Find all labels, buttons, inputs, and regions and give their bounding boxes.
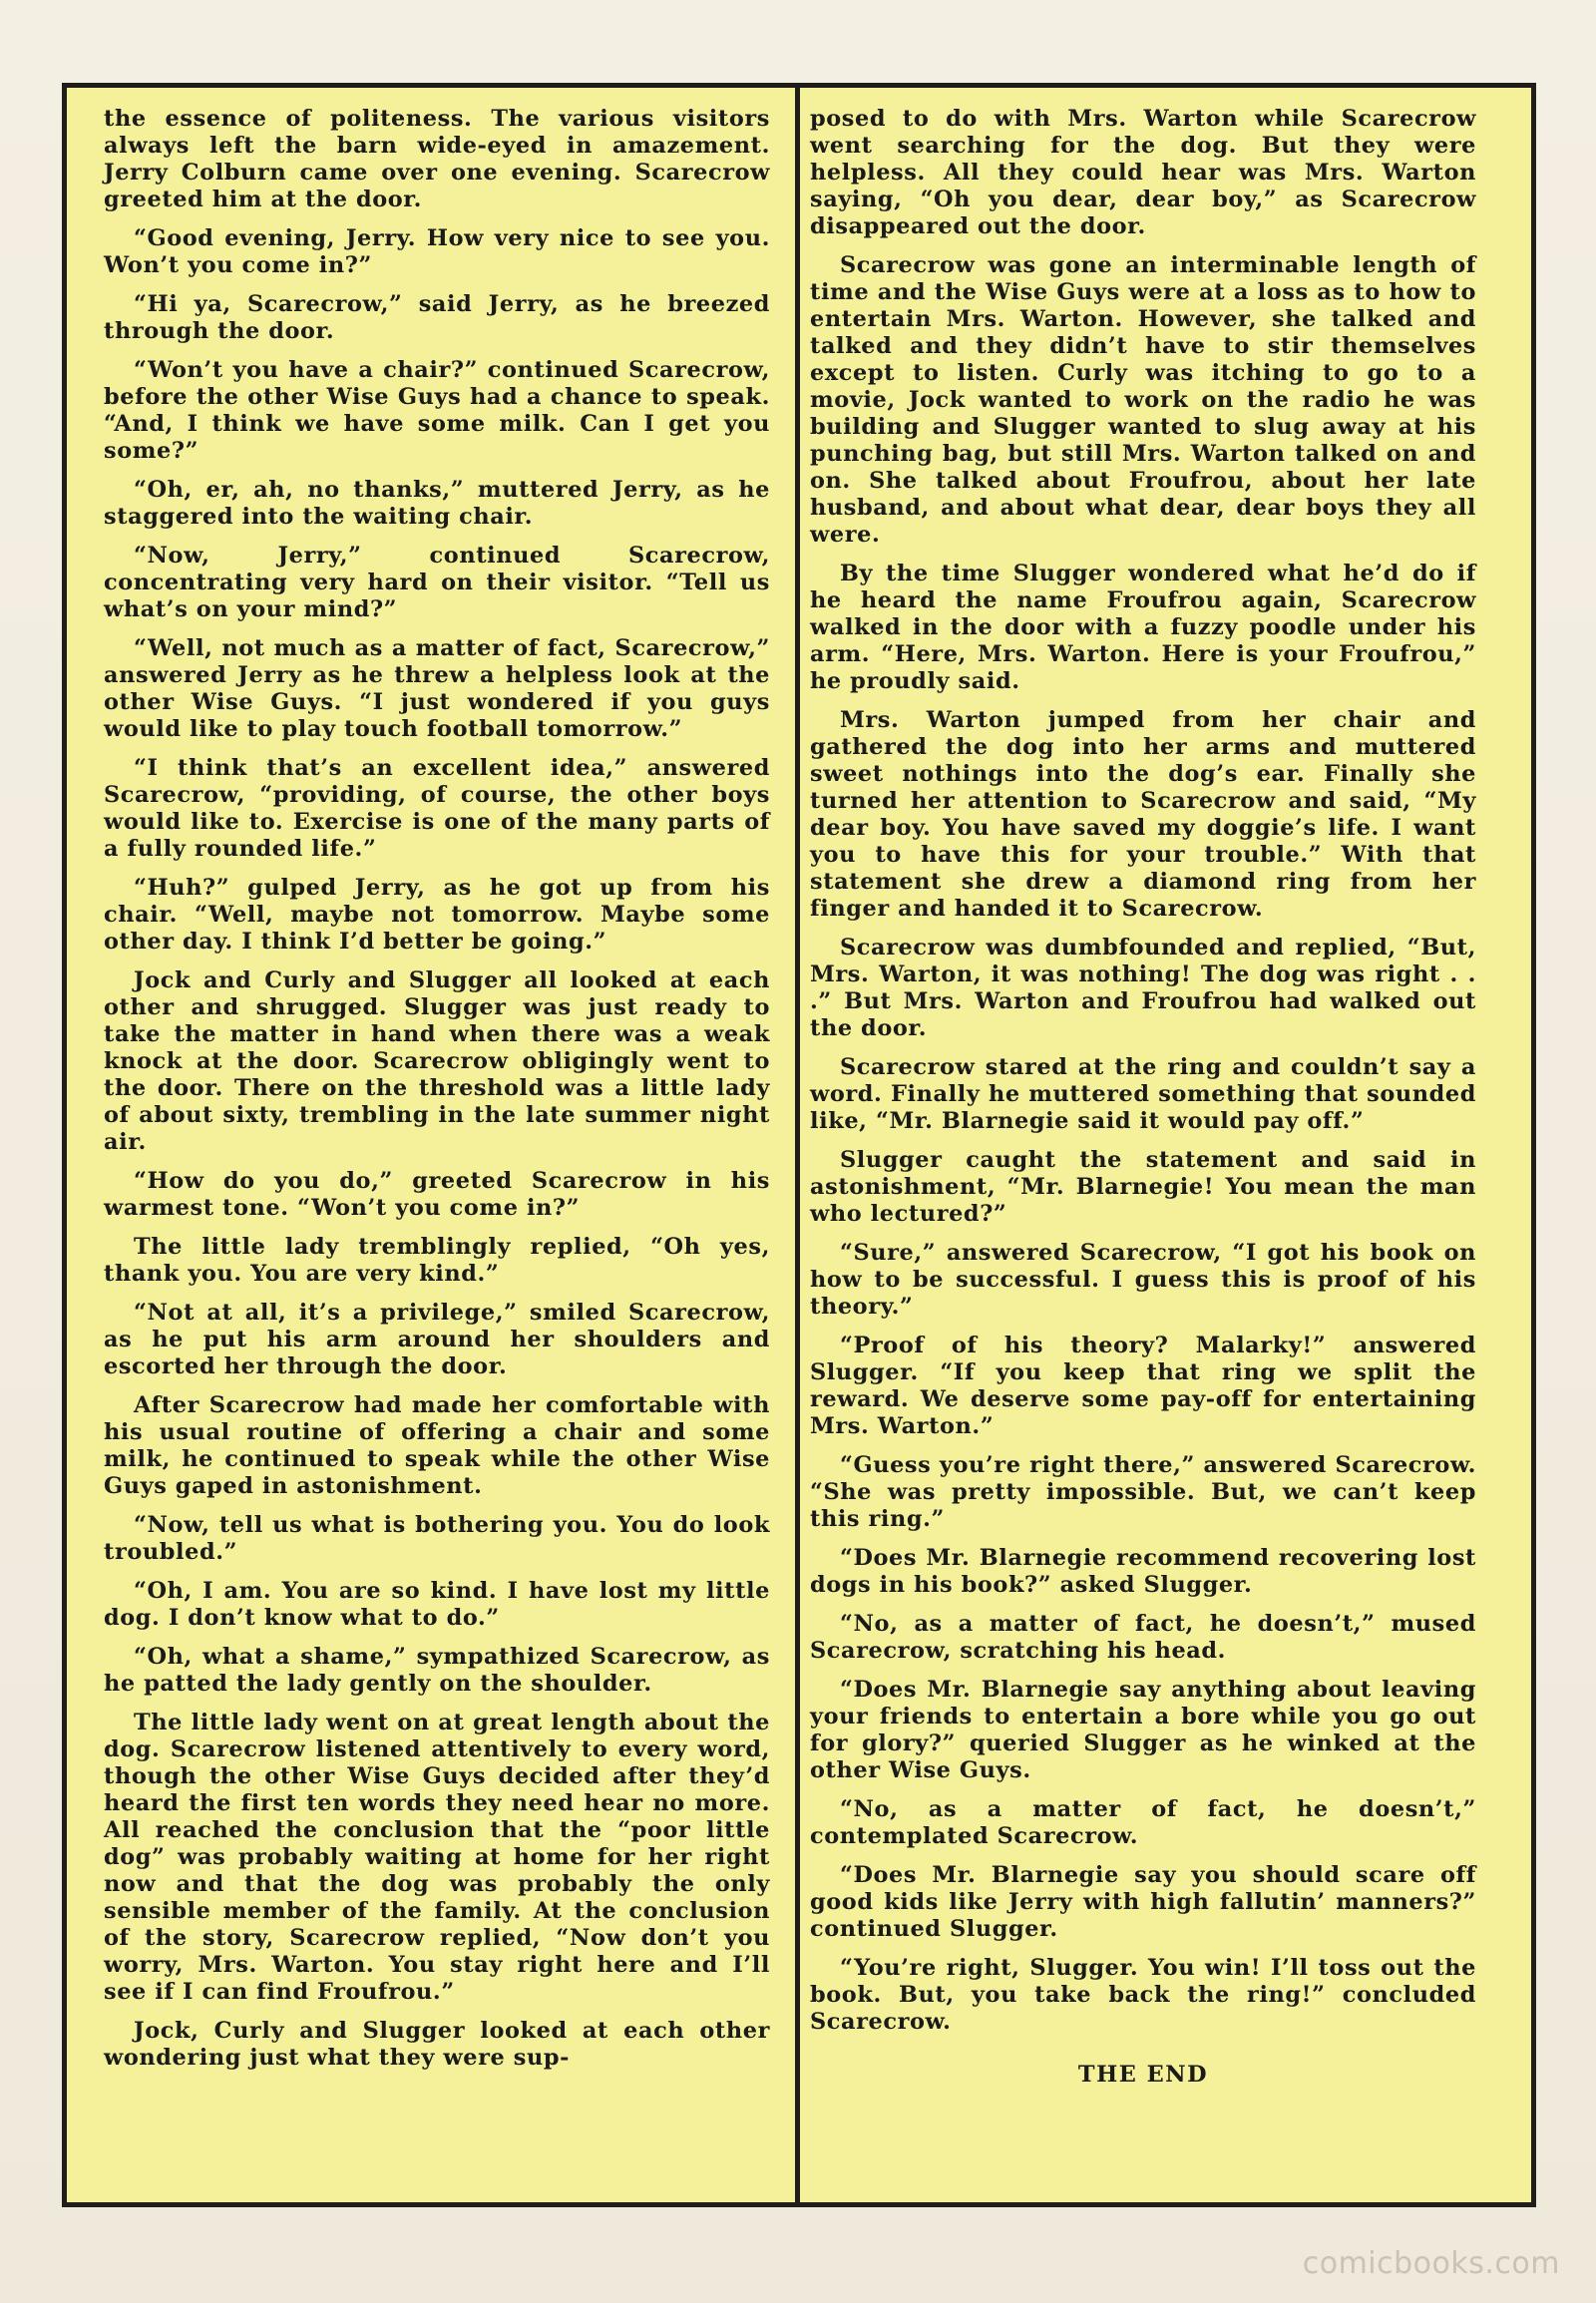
- paragraph: “Oh, er, ah, no thanks,” muttered Jerry, as he staggered into the waiting chair.: [104, 477, 770, 530]
- paragraph: “Well, not much as a matter of fact, Scarecrow,” answered Jerry as he threw a helpless look at the other Wise Guys. “I just wondered if you guys would like to play touch football tomorrow.”: [104, 635, 770, 742]
- paragraph: The little lady went on at great length about the dog. Scarecrow listened attentively to every word, though the other Wise Guys decided after they’d heard the first ten words they need hear no more. All reached the conclusion that the “poor little dog” was probably waiting at home for her right now and that the dog was probably the only sensible member of the family. At the conclusion of the story, Scarecrow replied, “Now don’t you worry, Mrs. Warton. You stay right here and I’ll see if I can find Froufrou.”: [104, 1710, 770, 2005]
- paragraph: Jock and Curly and Slugger all looked at each other and shrugged. Slugger was just ready to take the matter in hand when there was a weak knock at the door. Scarecrow obligingly went to the door. There on the threshold was a little lady of about sixty, trembling in the late summer night air.: [104, 967, 770, 1155]
- paragraph: “How do you do,” greeted Scarecrow in his warmest tone. “Won’t you come in?”: [104, 1168, 770, 1221]
- paragraph: “No, as a matter of fact, he doesn’t,” mused Scarecrow, scratching his head.: [810, 1611, 1476, 1664]
- paragraph: “No, as a matter of fact, he doesn’t,” contemplated Scarecrow.: [810, 1796, 1476, 1849]
- paragraph: “You’re right, Slugger. You win! I’ll toss out the book. But, you take back the ring!” concluded Scarecrow.: [810, 1955, 1476, 2035]
- paragraph: “Proof of his theory? Malarky!” answered Slugger. “If you keep that ring we split the reward. We deserve some pay-off for entertaining Mrs. Warton.”: [810, 1333, 1476, 1439]
- paragraph: “Does Mr. Blarnegie say you should scare off good kids like Jerry with high fallutin’ manners?” continued Slugger.: [810, 1862, 1476, 1942]
- left-column: [104, 106, 770, 2084]
- paragraph: The little lady tremblingly replied, “Oh yes, thank you. You are very kind.”: [104, 1234, 770, 1287]
- paragraph: Scarecrow was dumbfounded and replied, “But, Mrs. Warton, it was nothing! The dog was right . . .” But Mrs. Warton and Froufrou had walked out the door.: [810, 935, 1476, 1041]
- paragraph: “Huh?” gulped Jerry, as he got up from his chair. “Well, maybe not tomorrow. Maybe some other day. I think I’d better be going.”: [104, 875, 770, 955]
- paragraph: posed to do with Mrs. Warton while Scarecrow went searching for the dog. But they were helpless. All they could hear was Mrs. Warton saying, “Oh you dear, dear boy,” as Scarecrow disappeared out the door.: [810, 106, 1476, 239]
- paragraph: “Good evening, Jerry. How very nice to see you. Won’t you come in?”: [104, 225, 770, 278]
- paragraph: the essence of politeness. The various visitors always left the barn wide-eyed in amazement. Jerry Colburn came over one evening. Scarecrow greeted him at the door.: [104, 106, 770, 212]
- paragraph: “Sure,” answered Scarecrow, “I got his book on how to be successful. I guess this is proof of his theory.”: [810, 1240, 1476, 1320]
- paragraph: “Not at all, it’s a privilege,” smiled Scarecrow, as he put his arm around her shoulders and escorted her through the door.: [104, 1300, 770, 1379]
- column-divider: [795, 83, 800, 2207]
- paragraph: By the time Slugger wondered what he’d do if he heard the name Froufrou again, Scarecrow walked in the door with a fuzzy poodle under his arm. “Here, Mrs. Warton. Here is your Froufrou,” he proudly said.: [810, 561, 1476, 694]
- paragraph: Scarecrow stared at the ring and couldn’t say a word. Finally he muttered something that sounded like, “Mr. Blarnegie said it would pay off.”: [810, 1054, 1476, 1134]
- paragraph: “Now, Jerry,” continued Scarecrow, concentrating very hard on their visitor. “Tell us what’s on your mind?”: [104, 543, 770, 622]
- paragraph: After Scarecrow had made her comfortable with his usual routine of offering a chair and some milk, he continued to speak while the other Wise Guys gaped in astonishment.: [104, 1392, 770, 1499]
- paragraph: “Hi ya, Scarecrow,” said Jerry, as he breezed through the door.: [104, 291, 770, 344]
- paragraph: Mrs. Warton jumped from her chair and gathered the dog into her arms and muttered sweet nothings into the dog’s ear. Finally she turned her attention to Scarecrow and said, “My dear boy. You have saved my doggie’s life. I want you to have this for your trouble.” With that statement she drew a diamond ring from her finger and handed it to Scarecrow.: [810, 707, 1476, 922]
- paragraph: “Now, tell us what is bothering you. You do look troubled.”: [104, 1512, 770, 1565]
- paragraph: “Won’t you have a chair?” continued Scarecrow, before the other Wise Guys had a chance to speak. “And, I think we have some milk. Can I get you some?”: [104, 357, 770, 464]
- the-end-label: THE END: [1077, 2062, 1209, 2088]
- paragraph: Jock, Curly and Slugger looked at each other wondering just what they were sup-: [104, 2018, 770, 2071]
- paragraph: Slugger caught the statement and said in astonishment, “Mr. Blarnegie! You mean the man who lectured?”: [810, 1147, 1476, 1227]
- watermark: comicbooks.com: [1302, 2246, 1560, 2281]
- paragraph: “I think that’s an excellent idea,” answered Scarecrow, “providing, of course, the other boys would like to. Exercise is one of the many parts of a fully rounded life.”: [104, 755, 770, 862]
- right-column: [810, 106, 1476, 2101]
- paragraph: “Does Mr. Blarnegie say anything about leaving your friends to entertain a bore while you go out for glory?” queried Slugger as he winked at the other Wise Guys.: [810, 1677, 1476, 1783]
- paragraph: “Guess you’re right there,” answered Scarecrow. “She was pretty impossible. But, we can’t keep this ring.”: [810, 1452, 1476, 1532]
- paragraph: “Oh, what a shame,” sympathized Scarecrow, as he patted the lady gently on the shoulder.: [104, 1644, 770, 1697]
- paragraph: “Oh, I am. You are so kind. I have lost my little dog. I don’t know what to do.”: [104, 1578, 770, 1631]
- paragraph: “Does Mr. Blarnegie recommend recovering lost dogs in his book?” asked Slugger.: [810, 1545, 1476, 1598]
- paragraph: Scarecrow was gone an interminable length of time and the Wise Guys were at a loss as to how to entertain Mrs. Warton. However, she talked and talked and they didn’t have to stir themselves except to listen. Curly was itching to go to a movie, Jock wanted to work on the radio he was building and Slugger wanted to slug away at his punching bag, but still Mrs. Warton talked on and on. She talked about Froufrou, about her late husband, and about what dear, dear boys they all were.: [810, 252, 1476, 548]
